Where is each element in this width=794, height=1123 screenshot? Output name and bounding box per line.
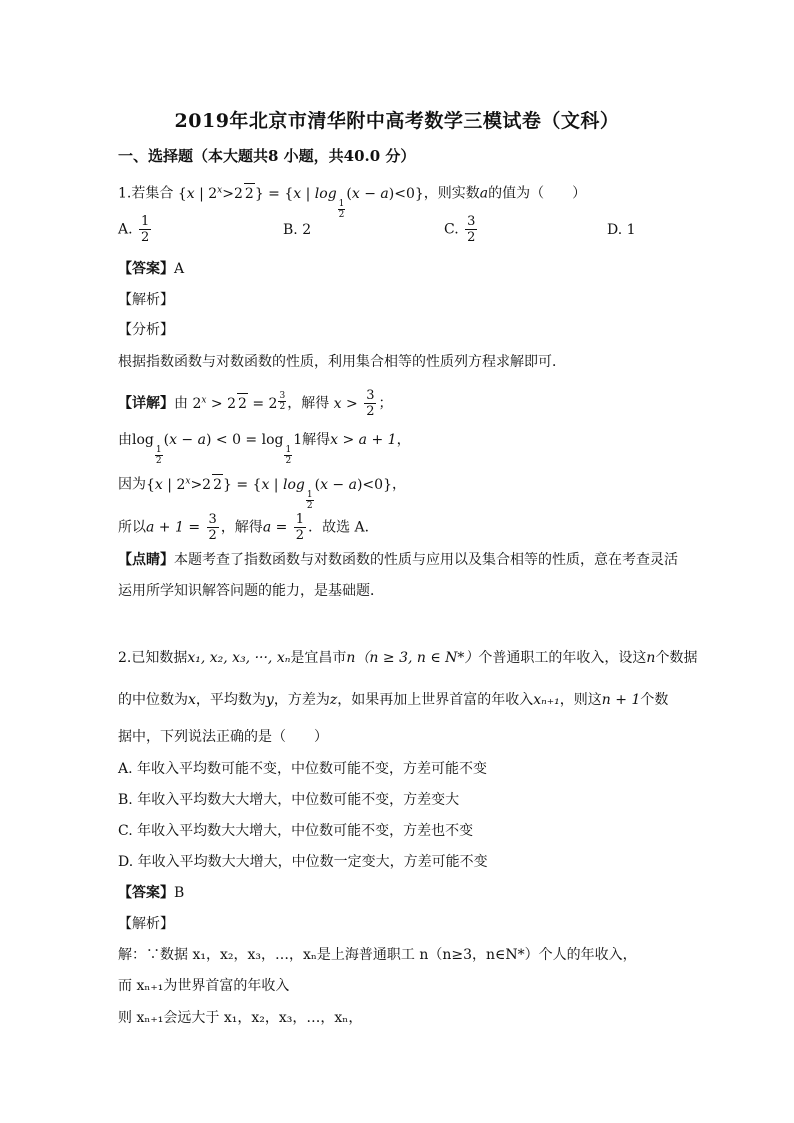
q1-line3-yinwei: 因为 xyxy=(118,476,146,493)
q2-line2-xn1: xₙ₊₁ xyxy=(533,692,560,708)
q1-line4-suoyi: 所以 xyxy=(118,519,146,536)
q1-analysis-tag: 【解析】 xyxy=(118,292,174,308)
q2-solution-line1: 解：∵数据 x₁，x₂，x₃，…，xₙ是上海普通职工 n（n≥3，n∈N*）个人的年收入， xyxy=(118,947,637,963)
q1-option-a-num: 1 xyxy=(141,214,150,229)
q2-line2-d: ，如果再加上世界首富的年收入 xyxy=(337,692,534,708)
q1-option-a-fraction xyxy=(139,214,151,245)
q1-line4-expr: a + 1 = xyxy=(146,519,201,536)
q1-detail-jie1: ，解得 xyxy=(287,395,330,412)
page-title: 2019年北京市清华附中高考数学三模试卷（文科） xyxy=(174,110,620,132)
q2-line2-e: ，则这 xyxy=(559,692,602,708)
q1-stem xyxy=(118,180,586,220)
q1-line3-end: ， xyxy=(391,476,406,493)
q1-line4-a: a = xyxy=(262,519,288,536)
q2-number: 2. xyxy=(118,650,132,666)
q1-answer xyxy=(118,259,184,279)
q1-detail-expr2: x > $\frac{3}{2}$ xyxy=(333,388,375,419)
q1-line2-jie: 解得 xyxy=(302,432,331,448)
q2-option-a: A. 年收入平均数可能不变，中位数可能不变，方差可能不变 xyxy=(118,761,488,777)
q1-option-c-fraction xyxy=(465,214,477,245)
q1-option-c-num: 3 xyxy=(467,214,476,229)
q2-line1-cond: n（n ≥ 3, n ∈ N*） xyxy=(346,650,479,666)
q2-line2-y: y xyxy=(265,692,274,708)
q2-answer xyxy=(118,883,184,903)
q1-detail-tag: 【详解】 xyxy=(118,395,174,412)
q1-line4-frac2: $\frac{1}{2}$ xyxy=(295,512,305,543)
q1-ask: 的值为（ ） xyxy=(488,185,587,202)
q1-dianjing-text1: 本题考查了指数函数与对数函数的性质与应用以及集合相等的性质，意在考查灵活 xyxy=(174,552,678,568)
q2-line2-z: z xyxy=(329,692,338,708)
section-heading: 一、选择题（本大题共8 小题，共40.0 分） xyxy=(118,147,416,165)
q1-fenxi-text: 根据指数函数与对数函数的性质，利用集合相等的性质列方程求解即可． xyxy=(118,354,566,370)
q1-detail-line3 xyxy=(118,471,406,511)
q2-line1-n: n xyxy=(646,650,656,666)
q1-line2-end: ， xyxy=(396,432,411,448)
q1-answer-value: A xyxy=(174,261,185,277)
q1-line2-result: x > a + 1 xyxy=(330,432,397,448)
q1-option-d: D. 1 xyxy=(607,222,636,238)
q1-line2-expr: log $\frac{1}{2}$ (x − a) < 0 = log $\frac{1}{2}$ 1 xyxy=(132,432,303,466)
q1-var: a xyxy=(479,185,489,202)
q2-solution-line2: 而 xₙ₊₁为世界首富的年收入 xyxy=(118,978,290,994)
q1-line4-jie: ，解得 xyxy=(220,519,263,536)
q2-line2-a: 的中位数为 xyxy=(118,692,188,708)
q2-line1-c: 个普通职工的年收入，设这 xyxy=(478,650,647,666)
q2-line2-c: ，方差为 xyxy=(273,692,330,708)
q2-answer-value: B xyxy=(174,885,185,901)
q1-set-expression: {x | $2^x>2$ 2} = {x | log $\frac{1}{2}$ (x − a)<0} xyxy=(178,186,424,202)
q1-suffix: ，则实数 xyxy=(423,185,480,202)
q2-stem-line2 xyxy=(118,690,668,710)
q1-line4-frac1: $\frac{3}{2}$ xyxy=(208,512,217,543)
q2-option-b: B. 年收入平均数大大增大，中位数可能不变，方差变大 xyxy=(118,792,460,808)
q1-detail-line2 xyxy=(118,430,411,466)
q1-option-c-den: 2 xyxy=(467,230,476,245)
q1-option-c xyxy=(444,214,479,245)
q2-answer-tag: 【答案】 xyxy=(118,885,174,901)
q1-fenxi-tag: 【分析】 xyxy=(118,322,174,338)
q1-prefix: 若集合 xyxy=(131,185,174,202)
q1-line2-you: 由 xyxy=(118,432,132,448)
q2-option-c: C. 年收入平均数大大增大，中位数可能不变，方差也不变 xyxy=(118,823,474,839)
q2-stem-line3: 据中，下列说法正确的是（ ） xyxy=(118,729,328,745)
q1-dianjing-line2: 运用所学知识解答问题的能力，是基础题． xyxy=(118,583,384,599)
q1-detail-semicolon: ； xyxy=(378,395,393,412)
q1-answer-tag: 【答案】 xyxy=(118,261,174,277)
q1-detail-expr1: $2^x > 2$ 2 = 2 $^{\frac{3}{2}}$ xyxy=(192,390,286,412)
q1-option-c-label: C. xyxy=(444,221,459,238)
q2-line1-b: 是宜昌市 xyxy=(290,650,347,666)
q2-stem-line1 xyxy=(118,648,697,668)
q1-option-b: B. 2 xyxy=(283,222,312,238)
q1-detail-you: 由 xyxy=(174,395,188,412)
q1-option-a-den: 2 xyxy=(141,230,150,245)
q1-line3-expr: {x | $2^x>2$ 2} = {x | log $\frac{1}{2}$ (x − a)<0} xyxy=(146,477,392,493)
q2-line2-n1: n + 1 xyxy=(601,692,641,708)
q1-dianjing-tag: 【点睛】 xyxy=(118,552,174,568)
q1-number: 1. xyxy=(118,185,132,202)
q1-option-a-label: A. xyxy=(118,221,133,238)
q2-solution-line3: 则 xₙ₊₁会远大于 x₁，x₂，x₃，…，xₙ， xyxy=(118,1010,363,1026)
q2-line2-b: ，平均数为 xyxy=(195,692,266,708)
q1-line4-end: ．故选 A． xyxy=(308,519,379,536)
q1-dianjing-line1 xyxy=(118,550,678,570)
q1-detail-line4 xyxy=(118,512,379,543)
q2-option-d: D. 年收入平均数大大增大，中位数一定变大，方差可能不变 xyxy=(118,854,488,870)
q2-line1-d: 个数据 xyxy=(655,650,698,666)
q2-line2-f: 个数 xyxy=(640,692,669,708)
q2-line2-x: x xyxy=(188,692,196,708)
q1-option-a xyxy=(118,214,153,245)
q1-detail-line1 xyxy=(118,388,392,419)
q2-line1-a: 已知数据 xyxy=(131,650,188,666)
q2-line1-vars: x₁, x₂, x₃, ···, xₙ xyxy=(187,650,291,666)
q2-analysis-tag: 【解析】 xyxy=(118,916,174,932)
